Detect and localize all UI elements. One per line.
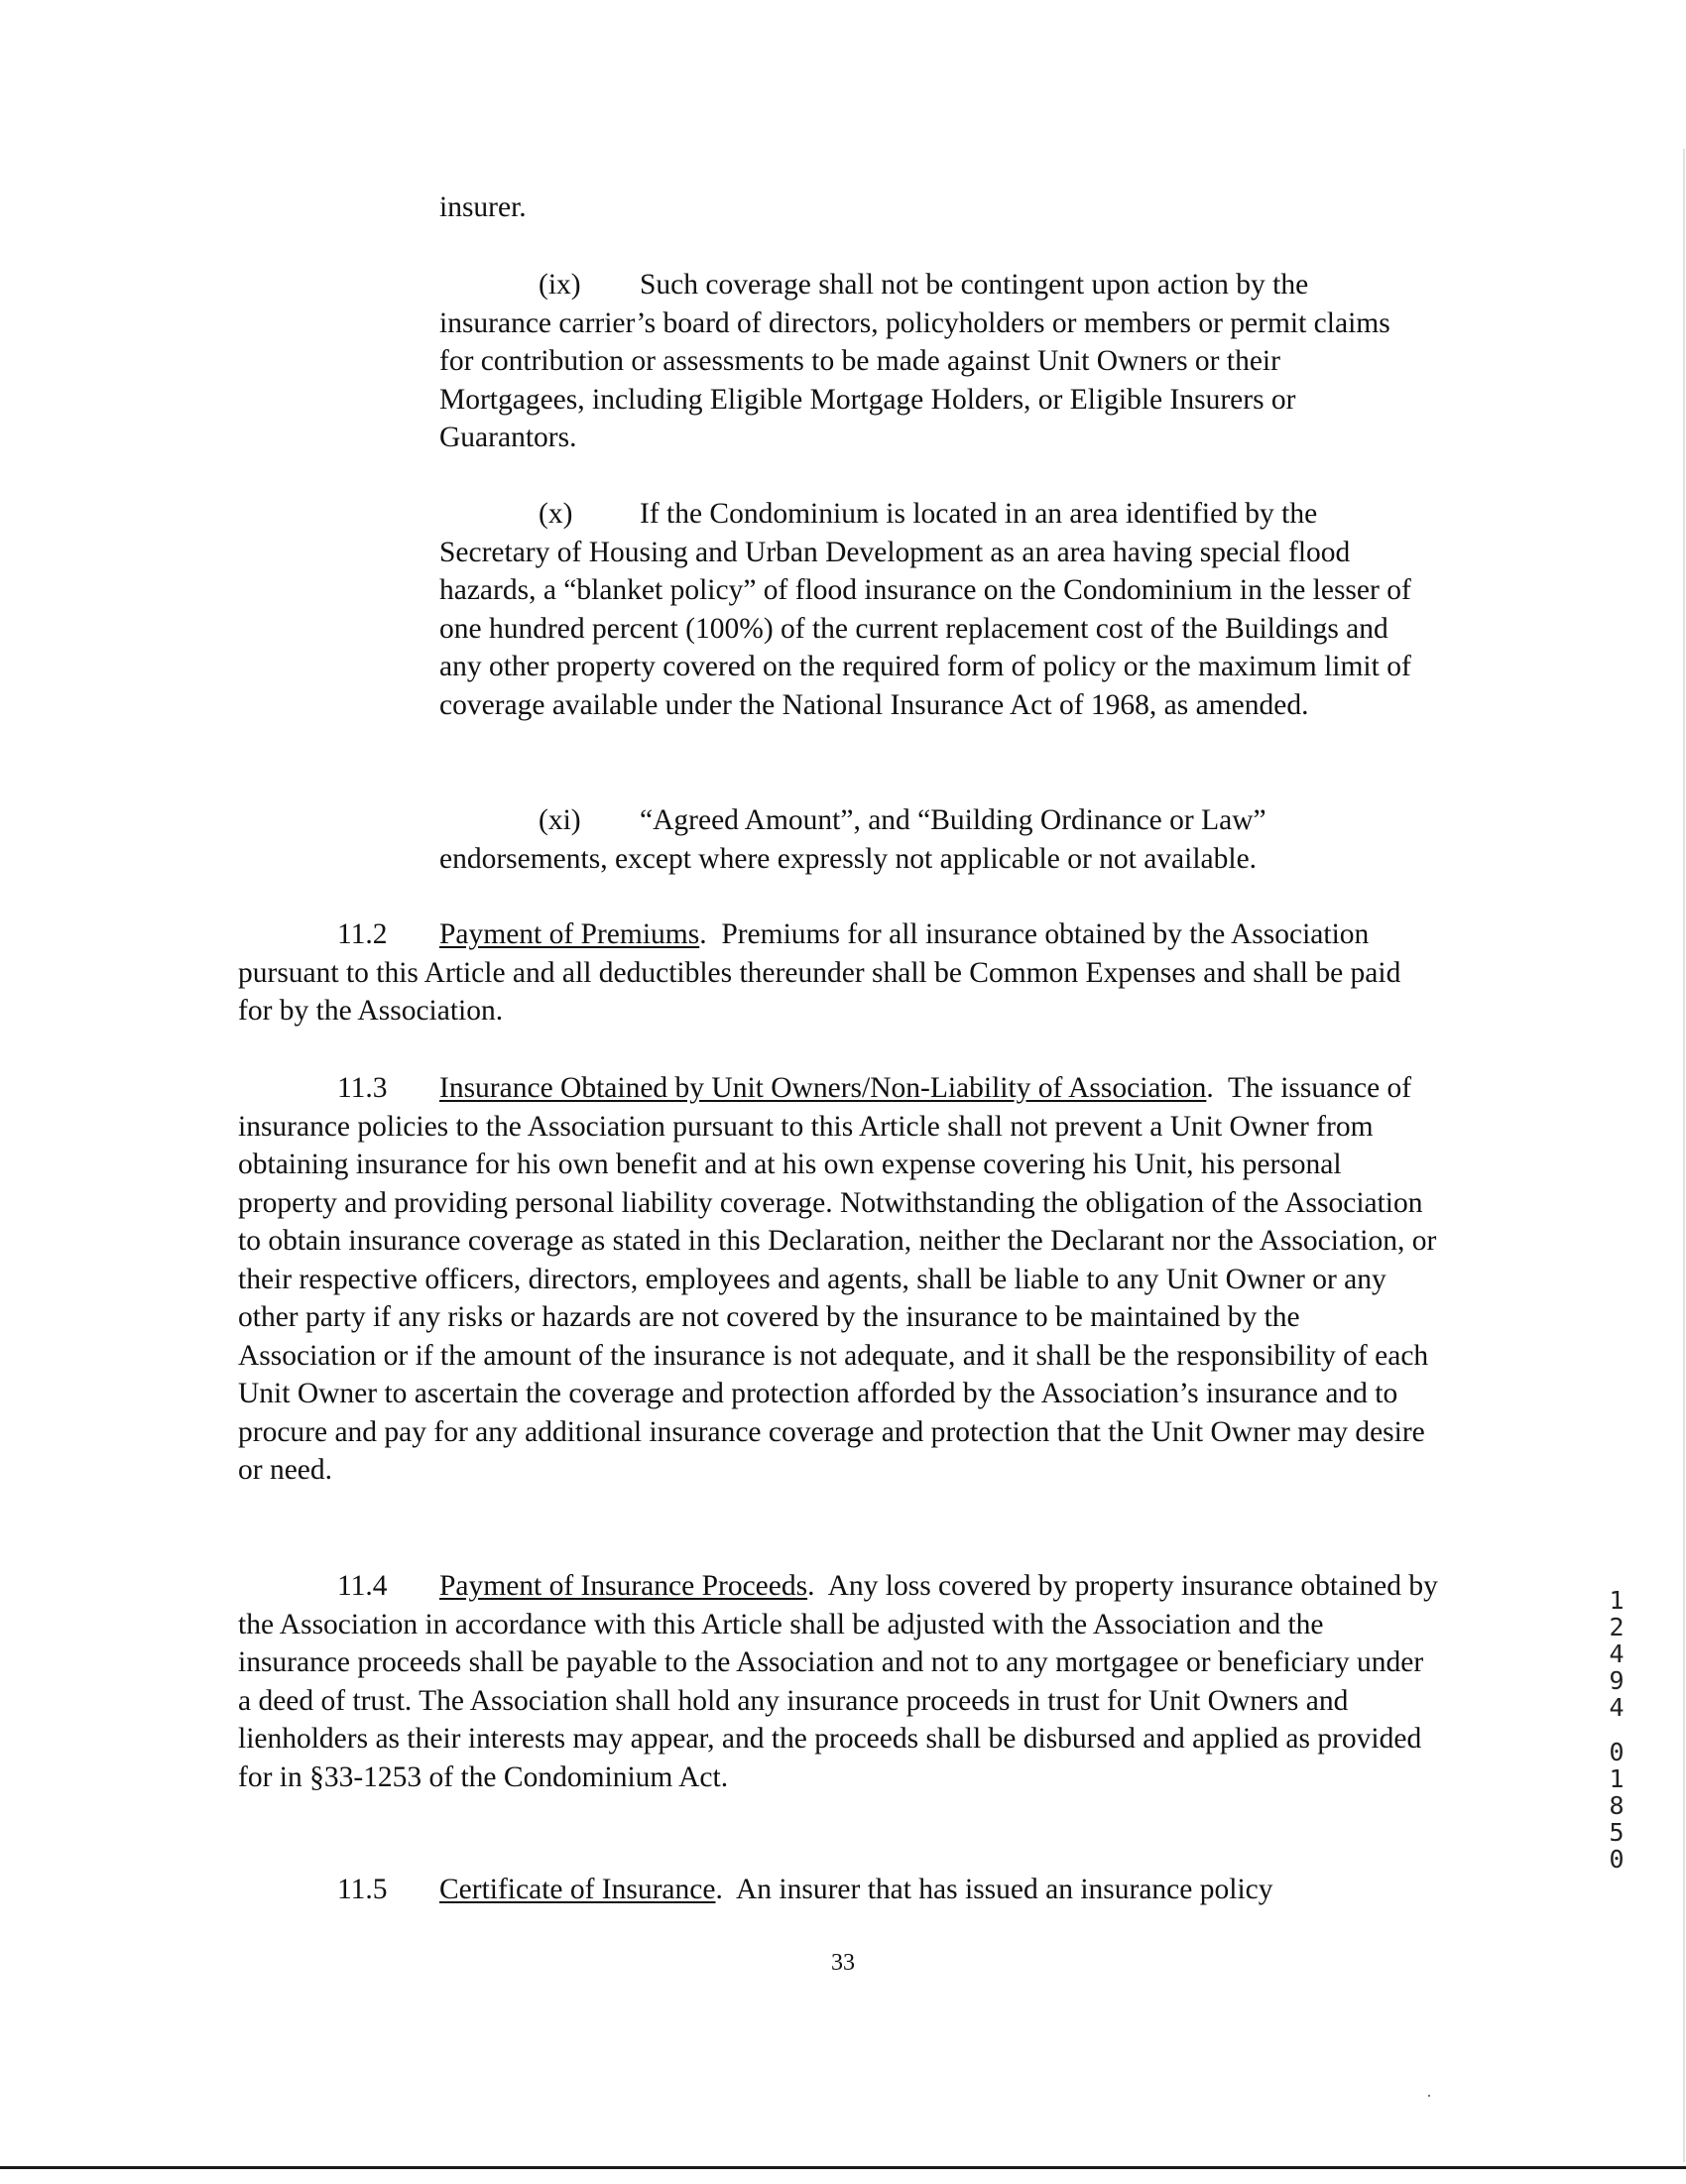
item-text: endorsements, except where expressly not applicable or not available. <box>439 842 1258 875</box>
stamp-digit: 5 <box>1609 1818 1625 1847</box>
section-number: 11.4 <box>337 1570 388 1602</box>
section-body: The issuance of insurance policies to the Association pursuant to this Article shall not prevent a Unit Owner from obtaining insurance for his own benefit and at his own expense covering his Unit, his personal property and providing personal liability coverage. Notwithstanding the obligation of the Association to obtain insurance coverage as stated in this Declaration, neither the Declarant nor the Association, or their respective officers, directors, employees and agents, shall be liable to any Unit Owner or any other party if any risks or hazards are not covered by the insurance to be maintained by the Association or if the amount of the insurance is not adequate, and it shall be the responsibility of each Unit Owner to ascertain the coverage and protection afforded by the Association’s insurance and to procure and pay for any additional insurance coverage and protection that the Unit Owner may desire or need. <box>238 1072 1437 1486</box>
section-heading: Certificate of Insurance <box>439 1874 716 1905</box>
list-item-ix <box>439 266 1431 457</box>
stamp-digit: 9 <box>1609 1666 1625 1695</box>
stamp-digit: 4 <box>1609 1693 1625 1722</box>
stamp-digit: 1 <box>1609 1764 1625 1793</box>
section-heading: Insurance Obtained by Unit Owners/Non-Liability of Association <box>439 1072 1207 1104</box>
item-number: (ix) <box>539 269 581 301</box>
stamp-digit: 1 <box>1609 1586 1625 1615</box>
item-first-line: If the Condominium is located in an area identified by the <box>640 498 1318 530</box>
list-item-xi <box>439 801 1431 878</box>
section-heading: Payment of Insurance Proceeds <box>439 1570 808 1602</box>
scan-edge-shadow <box>1683 149 1685 2162</box>
item-number: (x) <box>539 498 573 530</box>
stamp-digit: 2 <box>1609 1613 1625 1641</box>
section-11-2: 11.2 Payment of Premiums. Premiums for all insurance obtained by the Association pursuant to this Article and all deductibles thereunder shall be Common Expenses and shall be paid for by the Association. <box>238 915 1438 1031</box>
page-number: 33 <box>831 1950 855 1976</box>
section-number: 11.3 <box>337 1072 388 1104</box>
section-heading: Payment of Premiums <box>439 918 700 950</box>
section-11-5: 11.5 Certificate of Insurance. An insurer that has issued an insurance policy <box>238 1871 1438 1909</box>
item-text: Secretary of Housing and Urban Development as an area having special flood hazards, a “blanket policy” of flood insurance on the Condominium in the lesser of one hundred percent (100%) of the current replacement cost of the Buildings and any other property covered on the required form of policy or the maximum limit of coverage available under the National Insurance Act of 1968, as amended. <box>439 536 1411 721</box>
section-number: 11.5 <box>337 1874 388 1905</box>
text-insurer: insurer. <box>439 191 527 223</box>
stamp-digit: 8 <box>1609 1791 1625 1820</box>
item-first-line: “Agreed Amount”, and “Building Ordinance or Law” <box>640 804 1266 836</box>
item-text: insurance carrier’s board of directors, policyholders or members or permit claims for contribution or assessments to be made against Unit Owners or their Mortgagees, including Eligible Mortgage Holders, or Eligible Insurers or Guarantors. <box>439 306 1390 453</box>
section-11-3: 11.3 Insurance Obtained by Unit Owners/Non-Liability of Association. The issuance of insurance policies to the Association pursuant to this Article shall not prevent a Unit Owner from obtaining insurance for his own benefit and at his own expense covering his Unit, his personal property and providing personal liability coverage. Notwithstanding the obligation of the Association to obtain insurance coverage as stated in this Declaration, neither the Declarant nor the Association, or their respective officers, directors, employees and agents, shall be liable to any Unit Owner or any other party if any risks or hazards are not covered by the insurance to be maintained by the Association or if the amount of the insurance is not adequate, and it shall be the responsibility of each Unit Owner to ascertain the coverage and protection afforded by the Association’s insurance and to procure and pay for any additional insurance coverage and protection that the Unit Owner may desire or need. <box>238 1069 1438 1490</box>
stamp-digit: 0 <box>1609 1845 1625 1874</box>
stamp-gap <box>1605 1721 1628 1739</box>
recording-stamp <box>1605 1587 1628 1873</box>
item-number: (xi) <box>539 804 581 836</box>
section-number: 11.2 <box>337 918 388 950</box>
stamp-digit: 4 <box>1609 1639 1625 1668</box>
item-first-line: Such coverage shall not be contingent upon action by the <box>640 269 1309 301</box>
section-11-4: 11.4 Payment of Insurance Proceeds. Any loss covered by property insurance obtained by the Association in accordance with this Article shall be adjusted with the Association and the insurance proceeds shall be payable to the Association and not to any mortgagee or beneficiary under a deed of trust. The Association shall hold any insurance proceeds in trust for Unit Owners and lienholders as their interests may appear, and the proceeds shall be disbursed and applied as provided for in §33-1253 of the Condominium Act. <box>238 1567 1438 1796</box>
section-body: Premiums for all insurance obtained by the Association pursuant to this Article and all deductibles thereunder shall be Common Expenses and shall be paid for by the Association. <box>238 918 1401 1027</box>
continuation-line <box>439 188 1431 227</box>
scan-bottom-border <box>0 2166 1686 2169</box>
scan-speck <box>1428 2095 1430 2097</box>
section-body: Any loss covered by property insurance obtained by the Association in accordance with this Article shall be adjusted with the Association and the insurance proceeds shall be payable to the Association and not to any mortgagee or beneficiary under a deed of trust. The Association shall hold any insurance proceeds in trust for Unit Owners and lienholders as their interests may appear, and the proceeds shall be disbursed and applied as provided for in §33-1253 of the Condominium Act. <box>238 1570 1438 1793</box>
section-body: An insurer that has issued an insurance policy <box>735 1874 1273 1905</box>
stamp-digit: 0 <box>1609 1738 1625 1766</box>
list-item-x <box>439 495 1431 724</box>
